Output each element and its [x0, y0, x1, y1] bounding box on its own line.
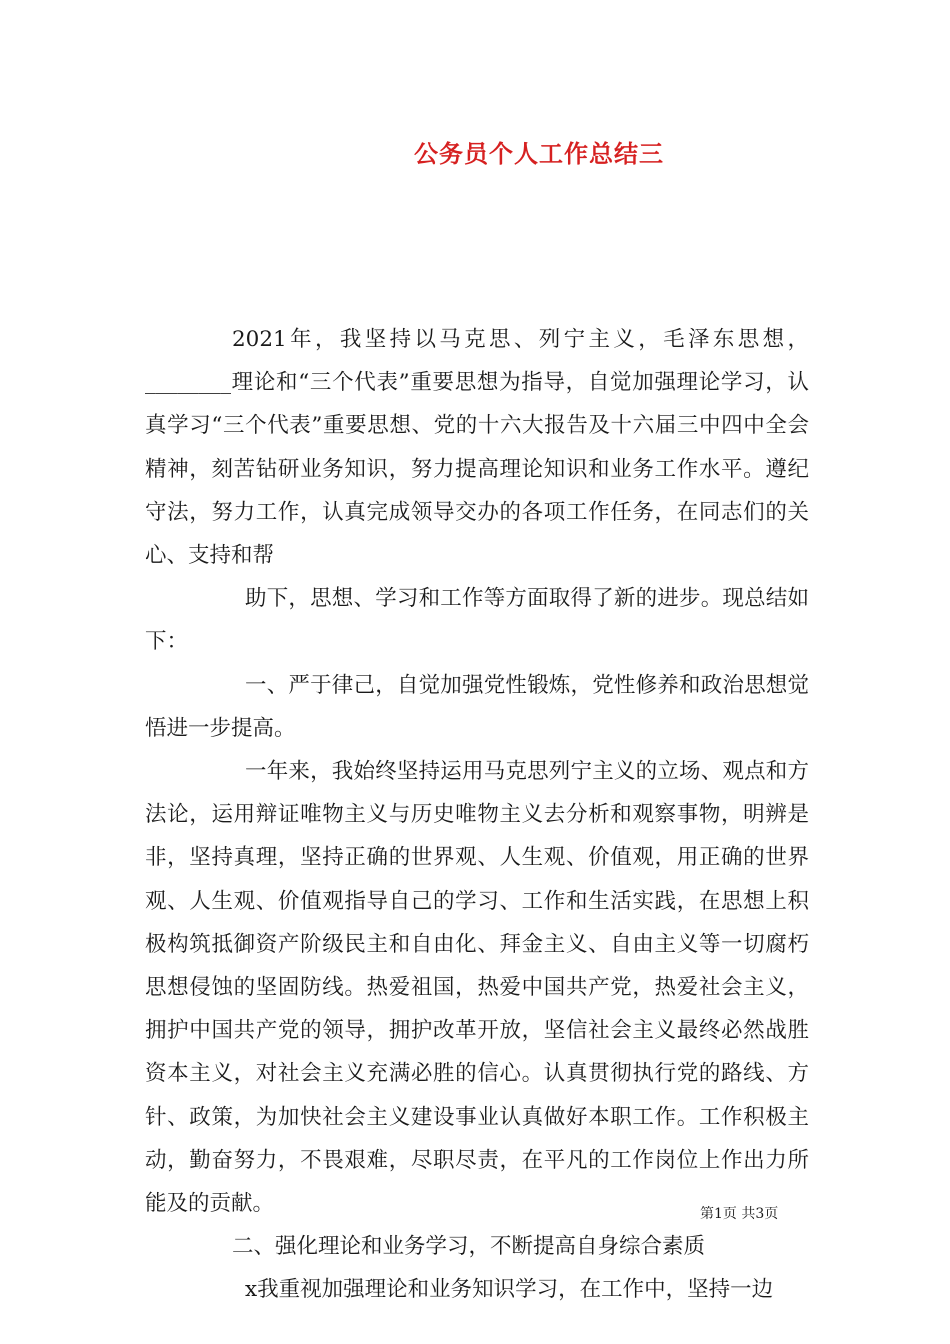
document-title: 公务员个人工作总结三: [414, 140, 664, 168]
paragraph-intro-continued: 助下，思想、学习和工作等方面取得了新的进步。现总结如下：: [145, 586, 809, 655]
page-number-footer: 第1页 共3页: [700, 1206, 779, 1222]
section-heading-one: 一、严于律己，自觉加强党性锻炼，党性修养和政治思想觉悟进一步提高。: [145, 672, 809, 741]
paragraph-intro: 2021年，我坚持以马克思、列宁主义，毛泽东思想，________理论和“三个代表”重要思想为指导，自觉加强理论学习，认真学习“三个代表”重要思想、党的十六大报告及十六届三中四中全会精神，刻苦钻研业务知识，努力提高理论知识和业务工作水平。遵纪守法，努力工作，认真完成领导交办的各项工作任务，在同志们的关心、支持和帮: [145, 327, 809, 569]
paragraph-section-one: 一年来，我始终坚持运用马克思列宁主义的立场、观点和方法论，运用辩证唯物主义与历史唯物主义去分析和观察事物，明辨是非，坚持真理，坚持正确的世界观、人生观、价值观，用正确的世界观、人生观、价值观指导自己的学习、工作和生活实践，在思想上积极构筑抵御资产阶级民主和自由化、拜金主义、自由主义等一切腐朽思想侵蚀的坚固防线。热爱祖国，热爱中国共产党，热爱社会主义，拥护中国共产党的领导，拥护改革开放，坚信社会主义最终必然战胜资本主义，对社会主义充满必胜的信心。认真贯彻执行党的路线、方针、政策，为加快社会主义建设事业认真做好本职工作。工作积极主动，勤奋努力，不畏艰难，尽职尽责，在平凡的工作岗位上作出力所能及的贡献。: [145, 759, 809, 1217]
section-heading-two: 二、强化理论和业务学习，不断提高自身综合素质: [232, 1234, 706, 1260]
paragraph-section-two: x我重视加强理论和业务知识学习，在工作中，坚持一边: [245, 1277, 774, 1303]
document-body: [145, 318, 809, 1312]
